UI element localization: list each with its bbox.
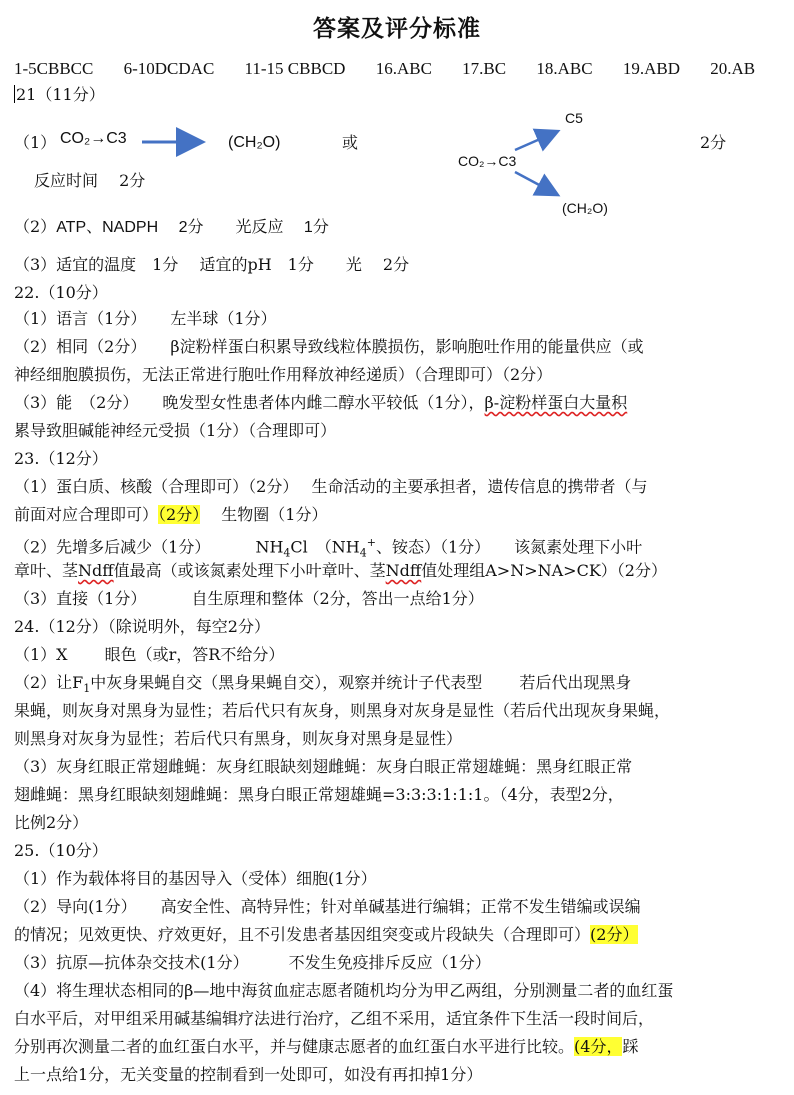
q21-or: 或 xyxy=(342,133,359,152)
q23-line-part: 生物圈（1分） xyxy=(200,505,328,524)
q25-header: 25.（10分） xyxy=(14,841,108,860)
q24-line: 比例2分） xyxy=(14,813,89,832)
q24-line-part: 中灰身果蝇自交（黑身果蝇自交），观察并统计子代表型 若后代出现黑身 xyxy=(90,673,632,692)
q24-line: 则黑身对灰身为显性；若后代只有黑身，则灰身对黑身是显性） xyxy=(14,729,463,748)
q21-c5: C5 xyxy=(565,110,583,126)
q24-line-part: （2）让F xyxy=(14,673,84,692)
q23-line-part: （2）先增多后减少（1分） NH xyxy=(14,537,284,557)
superscript: + xyxy=(366,536,376,549)
answer-group: 18.ABC xyxy=(536,59,593,78)
q21-ch2o-branch: (CH₂O) xyxy=(562,200,608,216)
q25-line: 白水平后，对甲组采用碱基编辑疗法进行治疗，乙组不采用，适宜条件下生活一段时间后， xyxy=(14,1009,655,1028)
q22-line: 神经细胞膜损伤，无法正常进行胞吐作用释放神经递质）（合理即可）（2分） xyxy=(14,365,553,384)
q21-p2-text: ATP、NADPH 2分 光反应 1分 xyxy=(56,219,329,236)
q25-highlighted-score: (4分， xyxy=(574,1037,623,1056)
q23-underlined-term: Ndff xyxy=(78,561,114,580)
answer-group: 20.AB xyxy=(710,59,756,78)
q22-line: （2）相同（2分） β淀粉样蛋白积累导致线粒体膜损伤，影响胞吐作用的能量供应（或 xyxy=(14,337,644,356)
q22-line-part-underlined: β-淀粉样蛋白大量积 xyxy=(484,393,628,412)
q24-header: 24.（12分）（除说明外，每空2分） xyxy=(14,617,270,636)
q22-line xyxy=(14,392,784,414)
q24-line xyxy=(14,672,784,700)
q23-line xyxy=(14,560,784,582)
q23-line-part: Cl （NH xyxy=(290,537,360,557)
q25-line: （2）导向(1分） 高安全性、高特异性；针对单碱基进行编辑；正常不发生错编或误编 xyxy=(14,897,641,916)
q25-line xyxy=(14,924,784,946)
page-title: 答案及评分标准 xyxy=(313,16,481,42)
q21-co2-c3-branch: CO₂→C3 xyxy=(458,153,517,169)
answer-group: 6-10DCDAC xyxy=(123,59,215,78)
q23-line-part: 值处理组A>N>NA>CK）（2分） xyxy=(421,561,667,580)
q21-p2-label: （2） xyxy=(14,217,57,236)
q21-p2 xyxy=(14,214,329,237)
q23-line-part: 前面对应合理即可） xyxy=(14,505,159,524)
q21-p1-label: （1） xyxy=(14,133,57,152)
arrow-up-right-icon xyxy=(515,132,556,150)
q23-line-part: 值最高（或该氮素处理下小叶章叶、茎 xyxy=(113,561,386,580)
subscript: 1 xyxy=(83,682,91,696)
q23-underlined-term: Ndff xyxy=(385,561,422,580)
q24-line: 果蝇，则灰身对黑身为显性；若后代只有灰身，则黑身对灰身是显性（若后代出现灰身果蝇， xyxy=(14,701,671,720)
q21-header-text: 21（11分） xyxy=(16,85,105,104)
q23-line-part: 章叶、茎 xyxy=(14,561,79,580)
q24-line: （1）X 眼色（或r，答R不给分） xyxy=(14,645,285,664)
answer-group: 11-15 CBBCD xyxy=(244,59,346,78)
q25-line-part: 分别再次测量二者的血红蛋白水平，并与健康志愿者的血红蛋白水平进行比较。 xyxy=(14,1037,575,1056)
q24-line: （3）灰身红眼正常翅雌蝇：灰身红眼缺刻翅雌蝇：灰身白眼正常翅雄蝇：黑身红眼正常 xyxy=(14,757,633,776)
q22-line: 累导致胆碱能神经元受损（1分）（合理即可） xyxy=(14,421,337,440)
q22-line: （1）语言（1分） 左半球（1分） xyxy=(14,309,277,328)
answer-group: 16.ABC xyxy=(375,59,432,78)
q24-line: 翅雌蝇：黑身红眼缺刻翅雌蝇：黑身白眼正常翅雄蝇=3:3:3:1:1:1。（4分，表型2分， xyxy=(14,785,624,804)
q21-p1-score: 2分 xyxy=(700,133,727,152)
q23-highlighted-score: （2分） xyxy=(158,505,201,524)
q23-header: 23.（12分） xyxy=(14,449,108,468)
q25-line: （3）抗原—抗体杂交技术(1分） 不发生免疫排斥反应（1分） xyxy=(14,953,491,972)
q23-line-part: 、铵态）（1分） 该氮素处理下小叶 xyxy=(375,537,643,557)
q25-line-part: 的情况；见效更快、疗效更好，且不引发患者基因组突变或片段缺失（合理即可） xyxy=(14,925,591,944)
subscript: 4 xyxy=(283,546,291,560)
arrow-down-right-icon xyxy=(515,172,556,194)
q23-line: （3）直接（1分） 自生原理和整体（2分，答出一点给1分） xyxy=(14,589,484,608)
q25-line: （1）作为载体将目的基因导入（受体）细胞(1分） xyxy=(14,869,377,888)
answer-group: 17.BC xyxy=(462,59,507,78)
q23-line xyxy=(14,504,784,526)
q21-p1-line2: 反应时间 2分 xyxy=(34,171,146,190)
q25-line: （4）将生理状态相同的β—地中海贫血症志愿者随机均分为甲乙两组，分别测量二者的血红蛋 xyxy=(14,981,674,1000)
q22-header: 22.（10分） xyxy=(14,283,108,302)
answer-group: 19.ABD xyxy=(622,59,680,78)
q23-line: （1）蛋白质、核酸（合理即可）（2分） 生命活动的主要承担者，遗传信息的携带者（与 xyxy=(14,477,648,496)
q21-co2-c3: CO₂→C3 xyxy=(60,130,127,147)
q25-line: 上一点给1分，无关变量的控制看到一处即可，如没有再扣掉1分） xyxy=(14,1065,483,1084)
q25-highlighted-score: (2分） xyxy=(590,925,639,944)
q25-line xyxy=(14,1036,784,1058)
q21-ch2o: (CH₂O) xyxy=(228,134,281,151)
q22-line-part: （3）能 （2分） 晚发型女性患者体内雌二醇水平较低（1分）， xyxy=(14,393,485,412)
answer-group: 1-5CBBCC xyxy=(14,59,94,78)
q21-p3: （3）适宜的温度 1分 适宜的pH 1分 光 2分 xyxy=(14,255,410,274)
subscript: 4 xyxy=(359,546,367,560)
q25-line-part: 踩 xyxy=(622,1037,639,1056)
